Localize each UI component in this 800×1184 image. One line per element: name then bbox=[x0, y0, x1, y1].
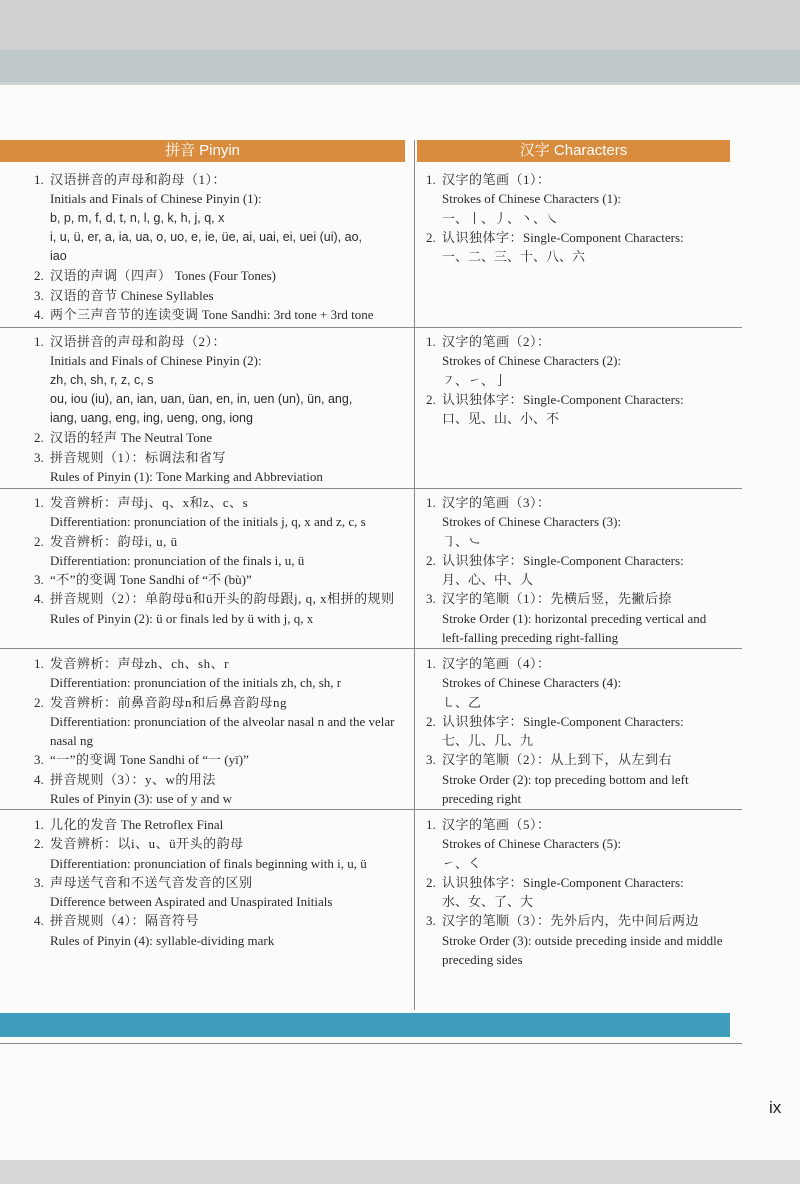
item-english: Initials and Finals of Chinese Pinyin (2): bbox=[50, 353, 262, 369]
finals-list: iang, uang, eng, ing, ueng, ong, iong bbox=[50, 411, 253, 426]
list-item: 3. 汉语的音节 Chinese Syllables bbox=[34, 287, 214, 303]
list-item: 3. “一”的变调 Tone Sandhi of “一 (yī)” bbox=[34, 752, 249, 768]
item-english: Rules of Pinyin (1): Tone Marking and Abbreviation bbox=[50, 469, 323, 485]
row2-pinyin-cell bbox=[34, 332, 406, 486]
item-english: Stroke Order (1): horizontal preceding vertical and left-falling preceding right-falling bbox=[442, 610, 707, 646]
list-item: 1. 汉字的笔画（3）： bbox=[426, 495, 551, 510]
row5-characters-cell bbox=[426, 815, 731, 969]
list-item: 3. 拼音规则（1）：标调法和省写 bbox=[34, 449, 227, 465]
header-teal-band bbox=[0, 50, 800, 82]
initials-list: b, p, m, f, d, t, n, l, g, k, h, j, q, x bbox=[50, 210, 225, 225]
row4-pinyin-cell bbox=[34, 654, 406, 808]
row-divider bbox=[0, 488, 742, 489]
row4-characters-cell bbox=[426, 654, 731, 808]
list-item: 3. 汉字的笔顺（2）：从上到下，从左到右 bbox=[426, 752, 673, 768]
item-english: Stroke Order (2): top preceding bottom and left preceding right bbox=[442, 771, 689, 807]
row-divider bbox=[0, 809, 742, 810]
initials-list: zh, ch, sh, r, z, c, s bbox=[50, 372, 154, 387]
list-item: 2. 发音辨析：以i、u、ü开头的韵母 bbox=[34, 836, 244, 852]
row3-characters-cell bbox=[426, 493, 731, 647]
list-item: 2. 汉语的声调（四声） Tones (Four Tones) bbox=[34, 268, 276, 284]
list-item: 2. 认识独体字：Single-Component Characters: bbox=[426, 713, 684, 729]
list-item: 4. 拼音规则（4）：隔音符号 bbox=[34, 913, 200, 929]
row-divider bbox=[0, 648, 742, 649]
list-item: 3. 声母送气音和不送气音发音的区别 bbox=[34, 874, 253, 890]
stroke-examples: ㇀、㇛ bbox=[442, 855, 482, 871]
list-item: 1. 汉字的笔画（4）： bbox=[426, 656, 551, 671]
row-divider bbox=[0, 327, 742, 328]
list-item: 2. 认识独体字：Single-Component Characters: bbox=[426, 391, 684, 407]
list-item: 1. 汉字的笔画（5）： bbox=[426, 817, 551, 832]
character-examples: 一、二、三、十、八、六 bbox=[442, 249, 586, 265]
list-item: 3. “不”的变调 Tone Sandhi of “不 (bù)” bbox=[34, 572, 252, 588]
list-item: 1. 汉字的笔画（1）： bbox=[426, 172, 551, 187]
character-examples: 七、儿、几、九 bbox=[442, 733, 534, 749]
list-item: 2. 认识独体字：Single-Component Characters: bbox=[426, 552, 684, 568]
list-item: 2. 认识独体字：Single-Component Characters: bbox=[426, 229, 684, 245]
character-examples: 月、心、中、人 bbox=[442, 572, 534, 588]
character-examples: 口、见、山、小、不 bbox=[442, 411, 560, 427]
item-english: Difference between Aspirated and Unaspirated Initials bbox=[50, 894, 333, 910]
item-english: Strokes of Chinese Characters (1): bbox=[442, 191, 622, 207]
item-english: Strokes of Chinese Characters (2): bbox=[442, 353, 622, 369]
item-english: Strokes of Chinese Characters (5): bbox=[442, 836, 622, 852]
stroke-examples: ㇄、乙 bbox=[442, 694, 482, 710]
list-item: 2. 汉语的轻声 The Neutral Tone bbox=[34, 430, 213, 446]
character-examples: 水、女、了、大 bbox=[442, 894, 534, 910]
list-item: 4. 两个三声音节的连读变调 Tone Sandhi: 3rd tone + 3rd tone bbox=[34, 307, 374, 323]
list-item: 2. 认识独体字：Single-Component Characters: bbox=[426, 874, 684, 890]
finals-list: i, u, ü, er, a, ia, ua, o, uo, e, ie, üe, ai, uai, ei, uei (ui), ao, bbox=[50, 229, 362, 244]
list-item: 1. 儿化的发音 The Retroflex Final bbox=[34, 817, 224, 832]
row3-pinyin-cell bbox=[34, 493, 406, 628]
pinyin-header: 拼音 Pinyin bbox=[0, 140, 405, 162]
item-english: Rules of Pinyin (3): use of y and w bbox=[50, 791, 232, 807]
list-item: 1. 发音辨析：声母j、q、x和z、c、s bbox=[34, 495, 249, 510]
list-item: 3. 汉字的笔顺（3）：先外后内，先中间后两边 bbox=[426, 913, 700, 929]
item-english: Stroke Order (3): outside preceding inside and middle preceding sides bbox=[442, 932, 723, 968]
item-english: Differentiation: pronunciation of the alveolar nasal n and the velar nasal ng bbox=[50, 713, 395, 749]
list-item: 2. 发音辨析：韵母i, u, ü bbox=[34, 533, 178, 549]
previous-page-edge bbox=[0, 0, 800, 85]
list-item: 3. 汉字的笔顺（1）：先横后竖，先撇后捺 bbox=[426, 591, 673, 607]
item-english: Differentiation: pronunciation of finals beginning with i, u, ü bbox=[50, 855, 367, 871]
row1-characters-cell bbox=[426, 170, 731, 266]
item-english: Differentiation: pronunciation of the initials zh, ch, sh, r bbox=[50, 675, 342, 691]
list-item: 2. 发音辨析：前鼻音韵母n和后鼻音韵母ng bbox=[34, 694, 288, 710]
stroke-examples: 一、丨、丿、丶、㇏ bbox=[442, 210, 560, 226]
footer-rule bbox=[0, 1043, 742, 1044]
stroke-examples: ㇇、㇀、亅 bbox=[442, 372, 508, 388]
column-divider bbox=[414, 140, 415, 1010]
list-item: 1. 汉语拼音的声母和韵母（1）： bbox=[34, 172, 227, 187]
stroke-examples: ㇆、㇃ bbox=[442, 533, 482, 549]
list-item: 1. 汉字的笔画（2）： bbox=[426, 334, 551, 349]
list-item: 1. 发音辨析：声母zh、ch、sh、r bbox=[34, 656, 229, 671]
item-english: Strokes of Chinese Characters (3): bbox=[442, 514, 622, 530]
item-english: Rules of Pinyin (4): syllable-dividing mark bbox=[50, 932, 275, 948]
finals-list: iao bbox=[50, 249, 67, 264]
characters-header: 汉字 Characters bbox=[417, 140, 730, 162]
footer-teal-bar bbox=[0, 1013, 730, 1037]
page-number: ix bbox=[769, 1098, 782, 1117]
item-english: Differentiation: pronunciation of the initials j, q, x and z, c, s bbox=[50, 514, 366, 530]
item-english: Differentiation: pronunciation of the finals i, u, ü bbox=[50, 552, 305, 568]
list-item: 4. 拼音规则（2）：单韵母ü和ü开头的韵母跟j, q, x相拼的规则 bbox=[34, 591, 395, 607]
list-item: 4. 拼音规则（3）：y、w的用法 bbox=[34, 771, 216, 787]
page-bottom-edge bbox=[0, 1160, 800, 1184]
item-english: Rules of Pinyin (2): ü or finals led by ü with j, q, x bbox=[50, 610, 314, 626]
item-english: Initials and Finals of Chinese Pinyin (1): bbox=[50, 191, 262, 207]
row5-pinyin-cell bbox=[34, 815, 406, 950]
row2-characters-cell bbox=[426, 332, 731, 428]
finals-list: ou, iou (iu), an, ian, uan, üan, en, in, uen (un), ün, ang, bbox=[50, 391, 353, 406]
list-item: 1. 汉语拼音的声母和韵母（2）： bbox=[34, 334, 227, 349]
item-english: Strokes of Chinese Characters (4): bbox=[442, 675, 622, 691]
row1-pinyin-cell bbox=[34, 170, 406, 324]
